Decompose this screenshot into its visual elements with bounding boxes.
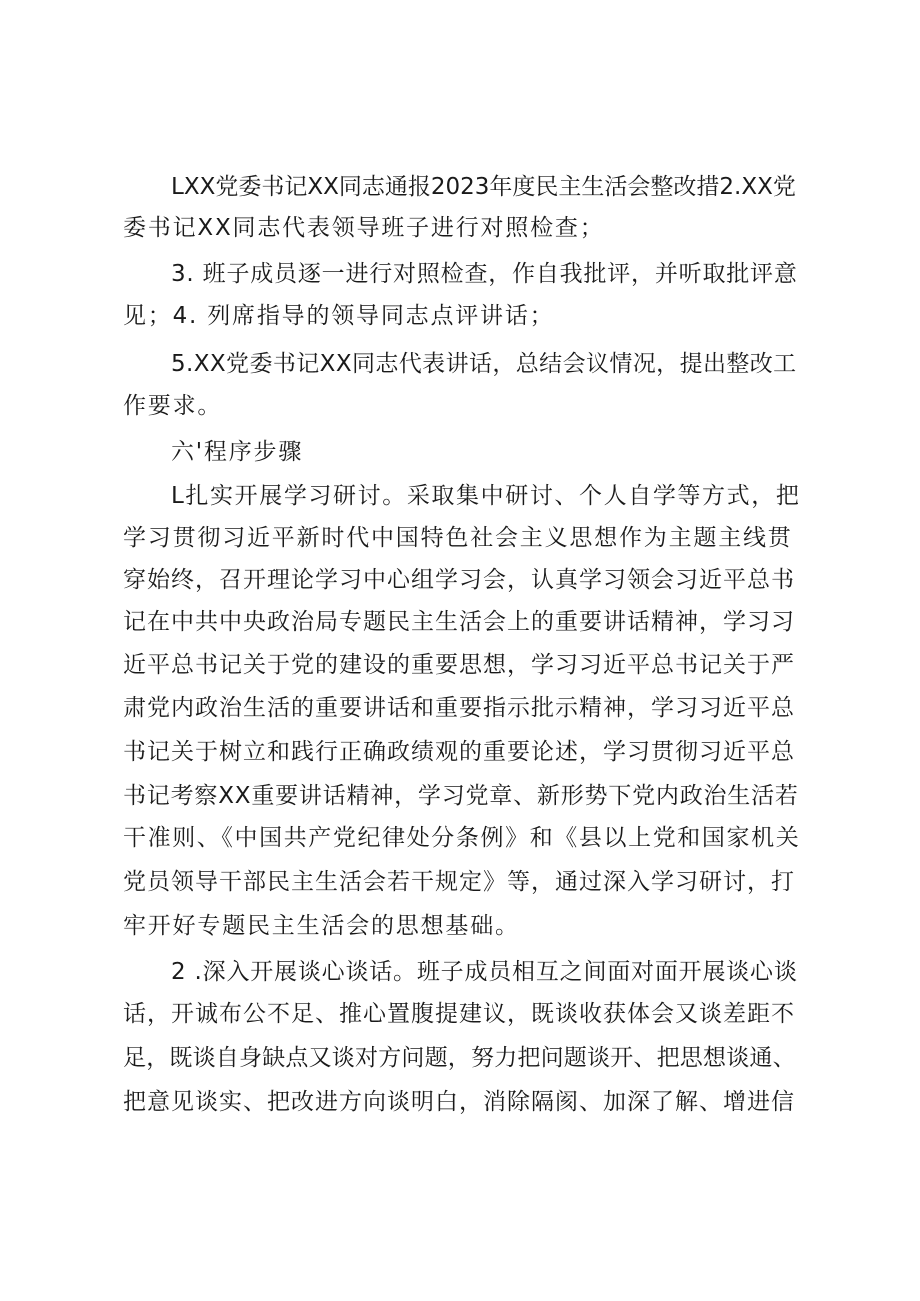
text-line: 5.XX党委书记XX同志代表讲话，总结会议情况，提出整改工 [171, 351, 797, 377]
text-line: 作要求。 [123, 393, 223, 419]
text-line: 近平总书记关于党的建设的重要思想，学习习近平总书记关于严 [123, 652, 795, 678]
text-line: 委书记XX同志代表领导班子进行对照检查； [123, 215, 605, 241]
text-line: 足，既谈自身缺点又谈对方问题，努力把问题谈开、把思想谈通、 [123, 1045, 796, 1071]
text-line: 肃党内政治生活的重要讲话和重要指示批示精神，学习习近平总 [123, 695, 795, 721]
text-line: 见；4. 列席指导的领导同志点评讲话； [123, 303, 555, 329]
text-line: L扎实开展学习研讨。采取集中研讨、个人自学等方式，把 [171, 483, 801, 509]
text-line: 书记关于树立和践行正确政绩观的重要论述，学习贯彻习近平总 [123, 739, 795, 765]
text-line: 记在中共中央政治局专题民主生活会上的重要讲话精神，学习习 [123, 609, 795, 635]
text-line: 党员领导干部民主生活会若干规定》等，通过深入学习研讨，打 [123, 869, 795, 895]
text-line: 话，开诚布公不足、推心置腹提建议，既谈收获体会又谈差距不 [123, 1001, 795, 1027]
text-line: 3. 班子成员逐一进行对照检查，作自我批评，并听取批评意 [171, 261, 798, 287]
text-line: 穿始终，召开理论学习中心组学习会，认真学习领会习近平总书 [123, 567, 795, 593]
text-line: 牢开好专题民主生活会的思想基础。 [123, 913, 520, 939]
text-line: LXX党委书记XX同志通报2023年度民主生活会整改措2.XX党 [171, 174, 796, 200]
section-heading: 六'程序步骤 [171, 439, 304, 465]
text-line: 学习贯彻习近平新时代中国特色社会主义思想作为主题主线贯 [123, 525, 793, 551]
text-line: 2 .深入开展谈心谈话。班子成员相互之间面对面开展谈心谈 [171, 959, 798, 985]
text-line: 把意见谈实、把改进方向谈明白，消除隔阂、加深了解、增进信 [123, 1089, 795, 1115]
text-line: 干准则、《中国共产党纪律处分条例》和《县以上党和国家机关 [123, 825, 801, 851]
text-line: 书记考察XX重要讲话精神，学习党章、新形势下党内政治生活若 [123, 783, 799, 809]
